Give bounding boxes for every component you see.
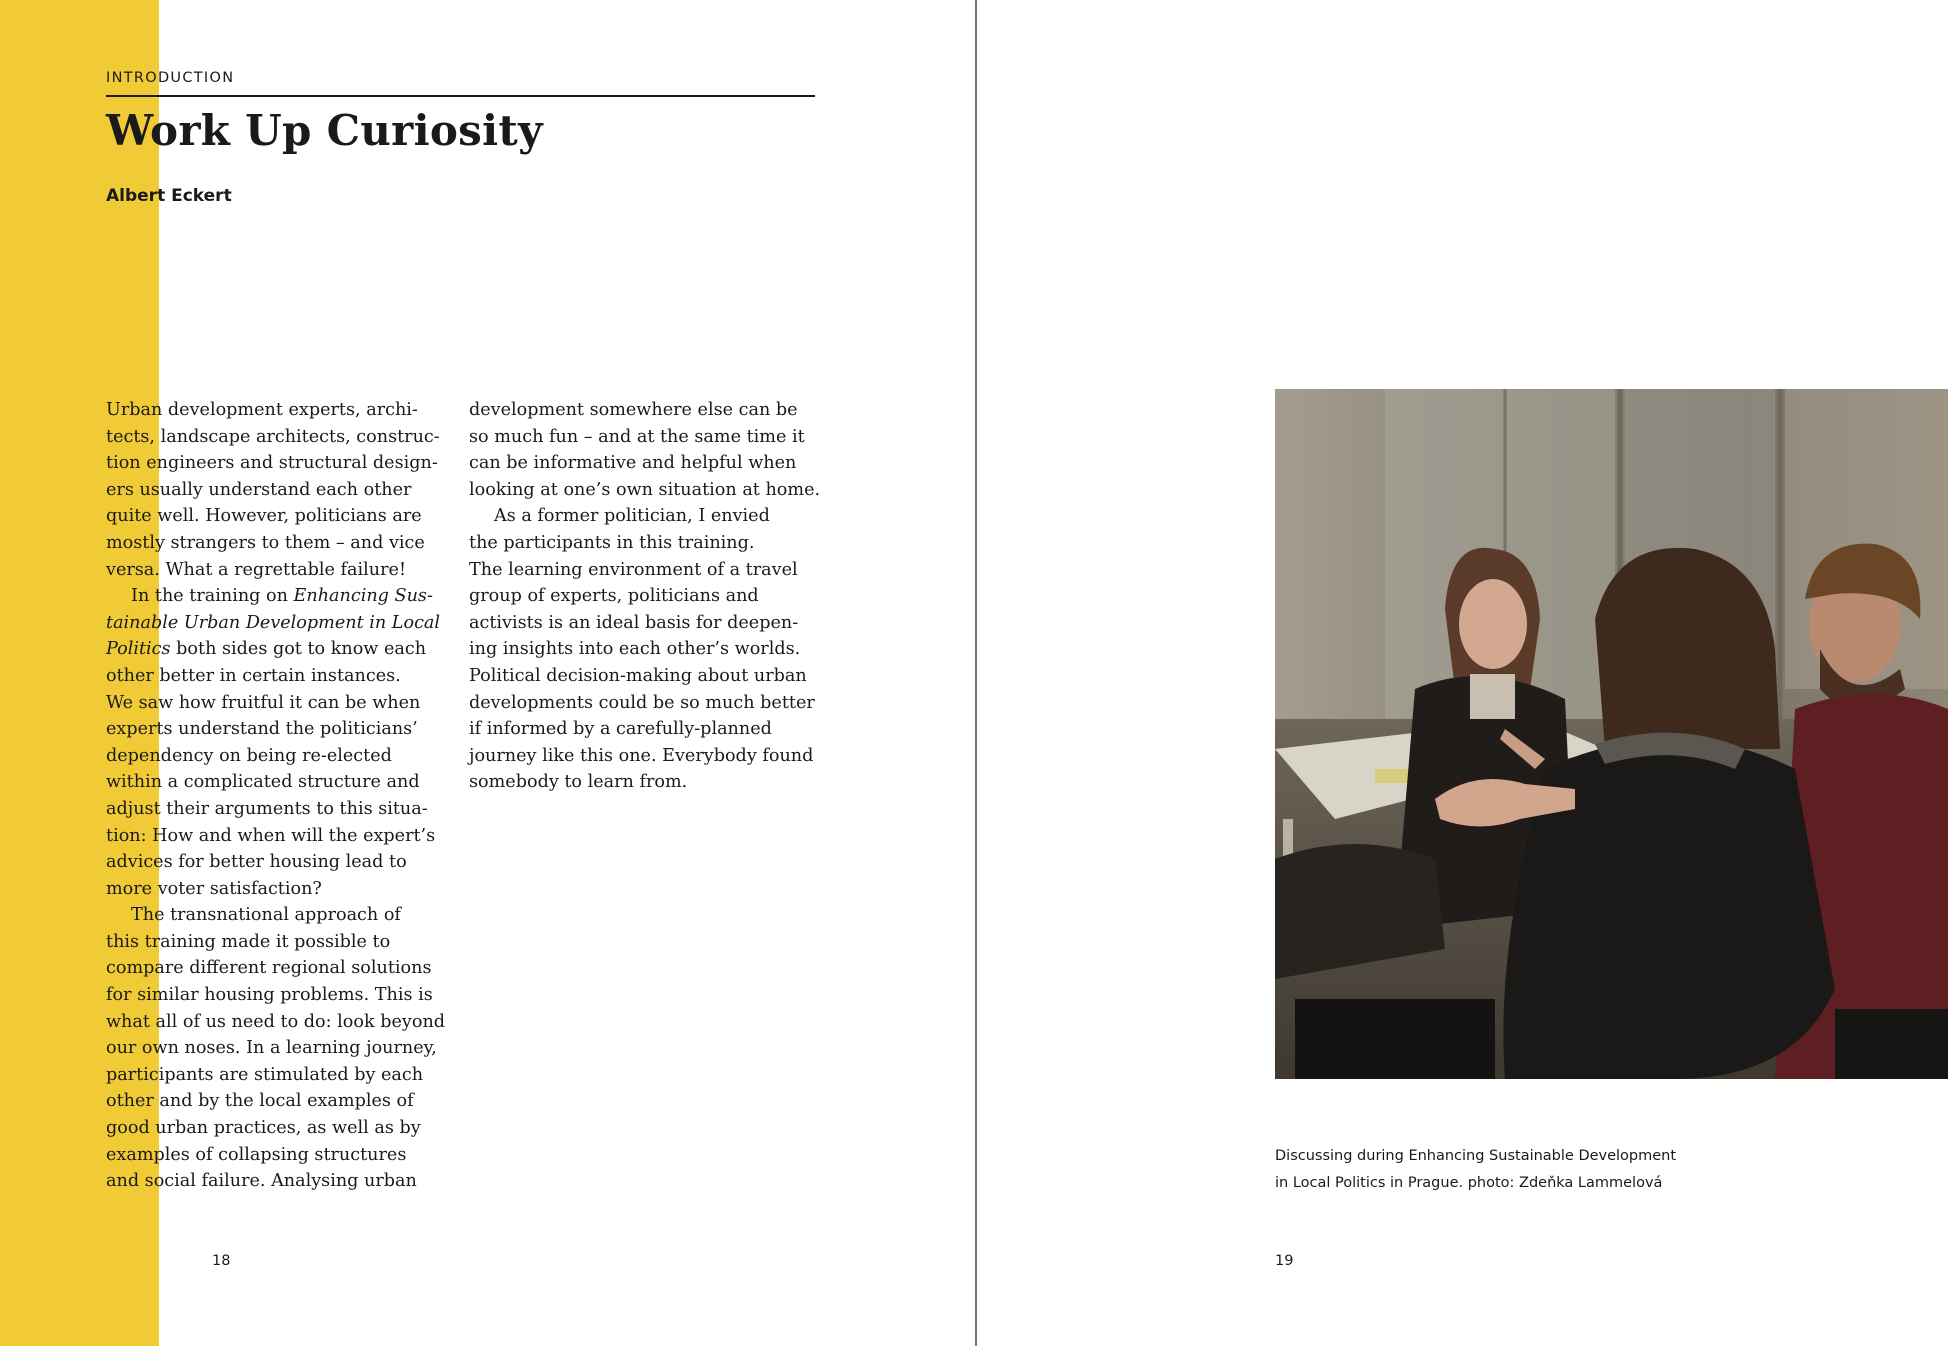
text-line: ing insights into each other’s worlds. [469, 639, 801, 660]
text-line: activists is an ideal basis for deepen- [469, 612, 799, 633]
right-page [977, 0, 1948, 1346]
text-line: looking at one’s own situation at home. [469, 479, 821, 500]
text-line: We saw how fruitful it can be when [106, 692, 421, 713]
text-line: our own noses. In a learning journey, [106, 1038, 437, 1059]
caption-line: Discussing during Enhancing Sustainable Development [1275, 1148, 1677, 1164]
text-line: dependency on being re-elected [106, 745, 392, 766]
text-line: can be informative and helpful when [469, 453, 797, 474]
text-line: tion: How and when will the expert’s [106, 825, 436, 846]
photo-caption [1275, 1143, 1775, 1197]
text-line: The transnational approach of [131, 905, 401, 926]
text-run: In the training on [131, 586, 294, 607]
text-line: quite well. However, politicians are [106, 506, 422, 527]
text-run: both sides got to know each [170, 639, 427, 660]
text-line: within a complicated structure and [106, 772, 420, 793]
page-number-right: 19 [1275, 1253, 1294, 1269]
title-rule [106, 95, 815, 97]
text-line: so much fun – and at the same time it [469, 426, 805, 447]
text-line: what all of us need to do: look beyond [106, 1011, 446, 1032]
text-line: experts understand the politicians’ [106, 719, 418, 740]
text-line: As a former politician, I envied [494, 506, 770, 527]
text-line [106, 583, 451, 610]
text-line: development somewhere else can be [469, 400, 798, 420]
text-line: compare different regional solutions [106, 958, 432, 979]
photo-illustration [1275, 389, 1948, 1079]
italic-title-run: Enhancing Sus- [293, 586, 433, 607]
text-line [106, 610, 451, 637]
text-line: group of experts, politicians and [469, 586, 759, 607]
author-name: Albert Eckert [106, 186, 232, 206]
text-line [106, 636, 451, 663]
text-line: versa. What a regrettable failure! [106, 559, 407, 580]
text-line: examples of collapsing structures [106, 1144, 407, 1165]
text-line: for similar housing problems. This is [106, 985, 433, 1006]
article-title: Work Up Curiosity [106, 106, 543, 155]
italic-title-run: Politics [106, 639, 171, 660]
text-line: journey like this one. Everybody found [469, 745, 814, 766]
text-line: adjust their arguments to this situa- [106, 798, 428, 819]
text-line: other and by the local examples of [106, 1091, 414, 1112]
text-line: tects, landscape architects, construc- [106, 426, 440, 447]
text-line: the participants in this training. [469, 532, 755, 553]
text-line: The learning environment of a travel [469, 559, 798, 580]
text-line: tion engineers and structural design- [106, 453, 438, 474]
text-line: advices for better housing lead to [106, 852, 407, 873]
text-line: if informed by a carefully-planned [469, 719, 772, 740]
text-line: more voter satisfaction? [106, 878, 322, 899]
body-column-2 [469, 397, 839, 796]
text-line: Urban development experts, archi- [106, 400, 418, 420]
body-column-1 [106, 397, 451, 1195]
text-line: other better in certain instances. [106, 665, 401, 686]
text-line: good urban practices, as well as by [106, 1118, 421, 1139]
caption-line: in Local Politics in Prague. photo: Zdeňka Lammelová [1275, 1175, 1663, 1191]
photo-discussion [1275, 389, 1948, 1079]
text-line: mostly strangers to them – and vice [106, 532, 425, 553]
text-line: somebody to learn from. [469, 772, 688, 793]
text-line: and social failure. Analysing urban [106, 1171, 417, 1192]
text-line: Political decision-making about urban [469, 665, 807, 686]
text-line: participants are stimulated by each [106, 1064, 424, 1085]
italic-title-run: tainable Urban Development in Local [106, 612, 441, 633]
text-line: developments could be so much better [469, 692, 815, 713]
page-number-left: 18 [212, 1253, 231, 1269]
text-line: this training made it possible to [106, 931, 391, 952]
text-line: ers usually understand each other [106, 479, 412, 500]
section-label: INTRODUCTION [106, 70, 235, 86]
